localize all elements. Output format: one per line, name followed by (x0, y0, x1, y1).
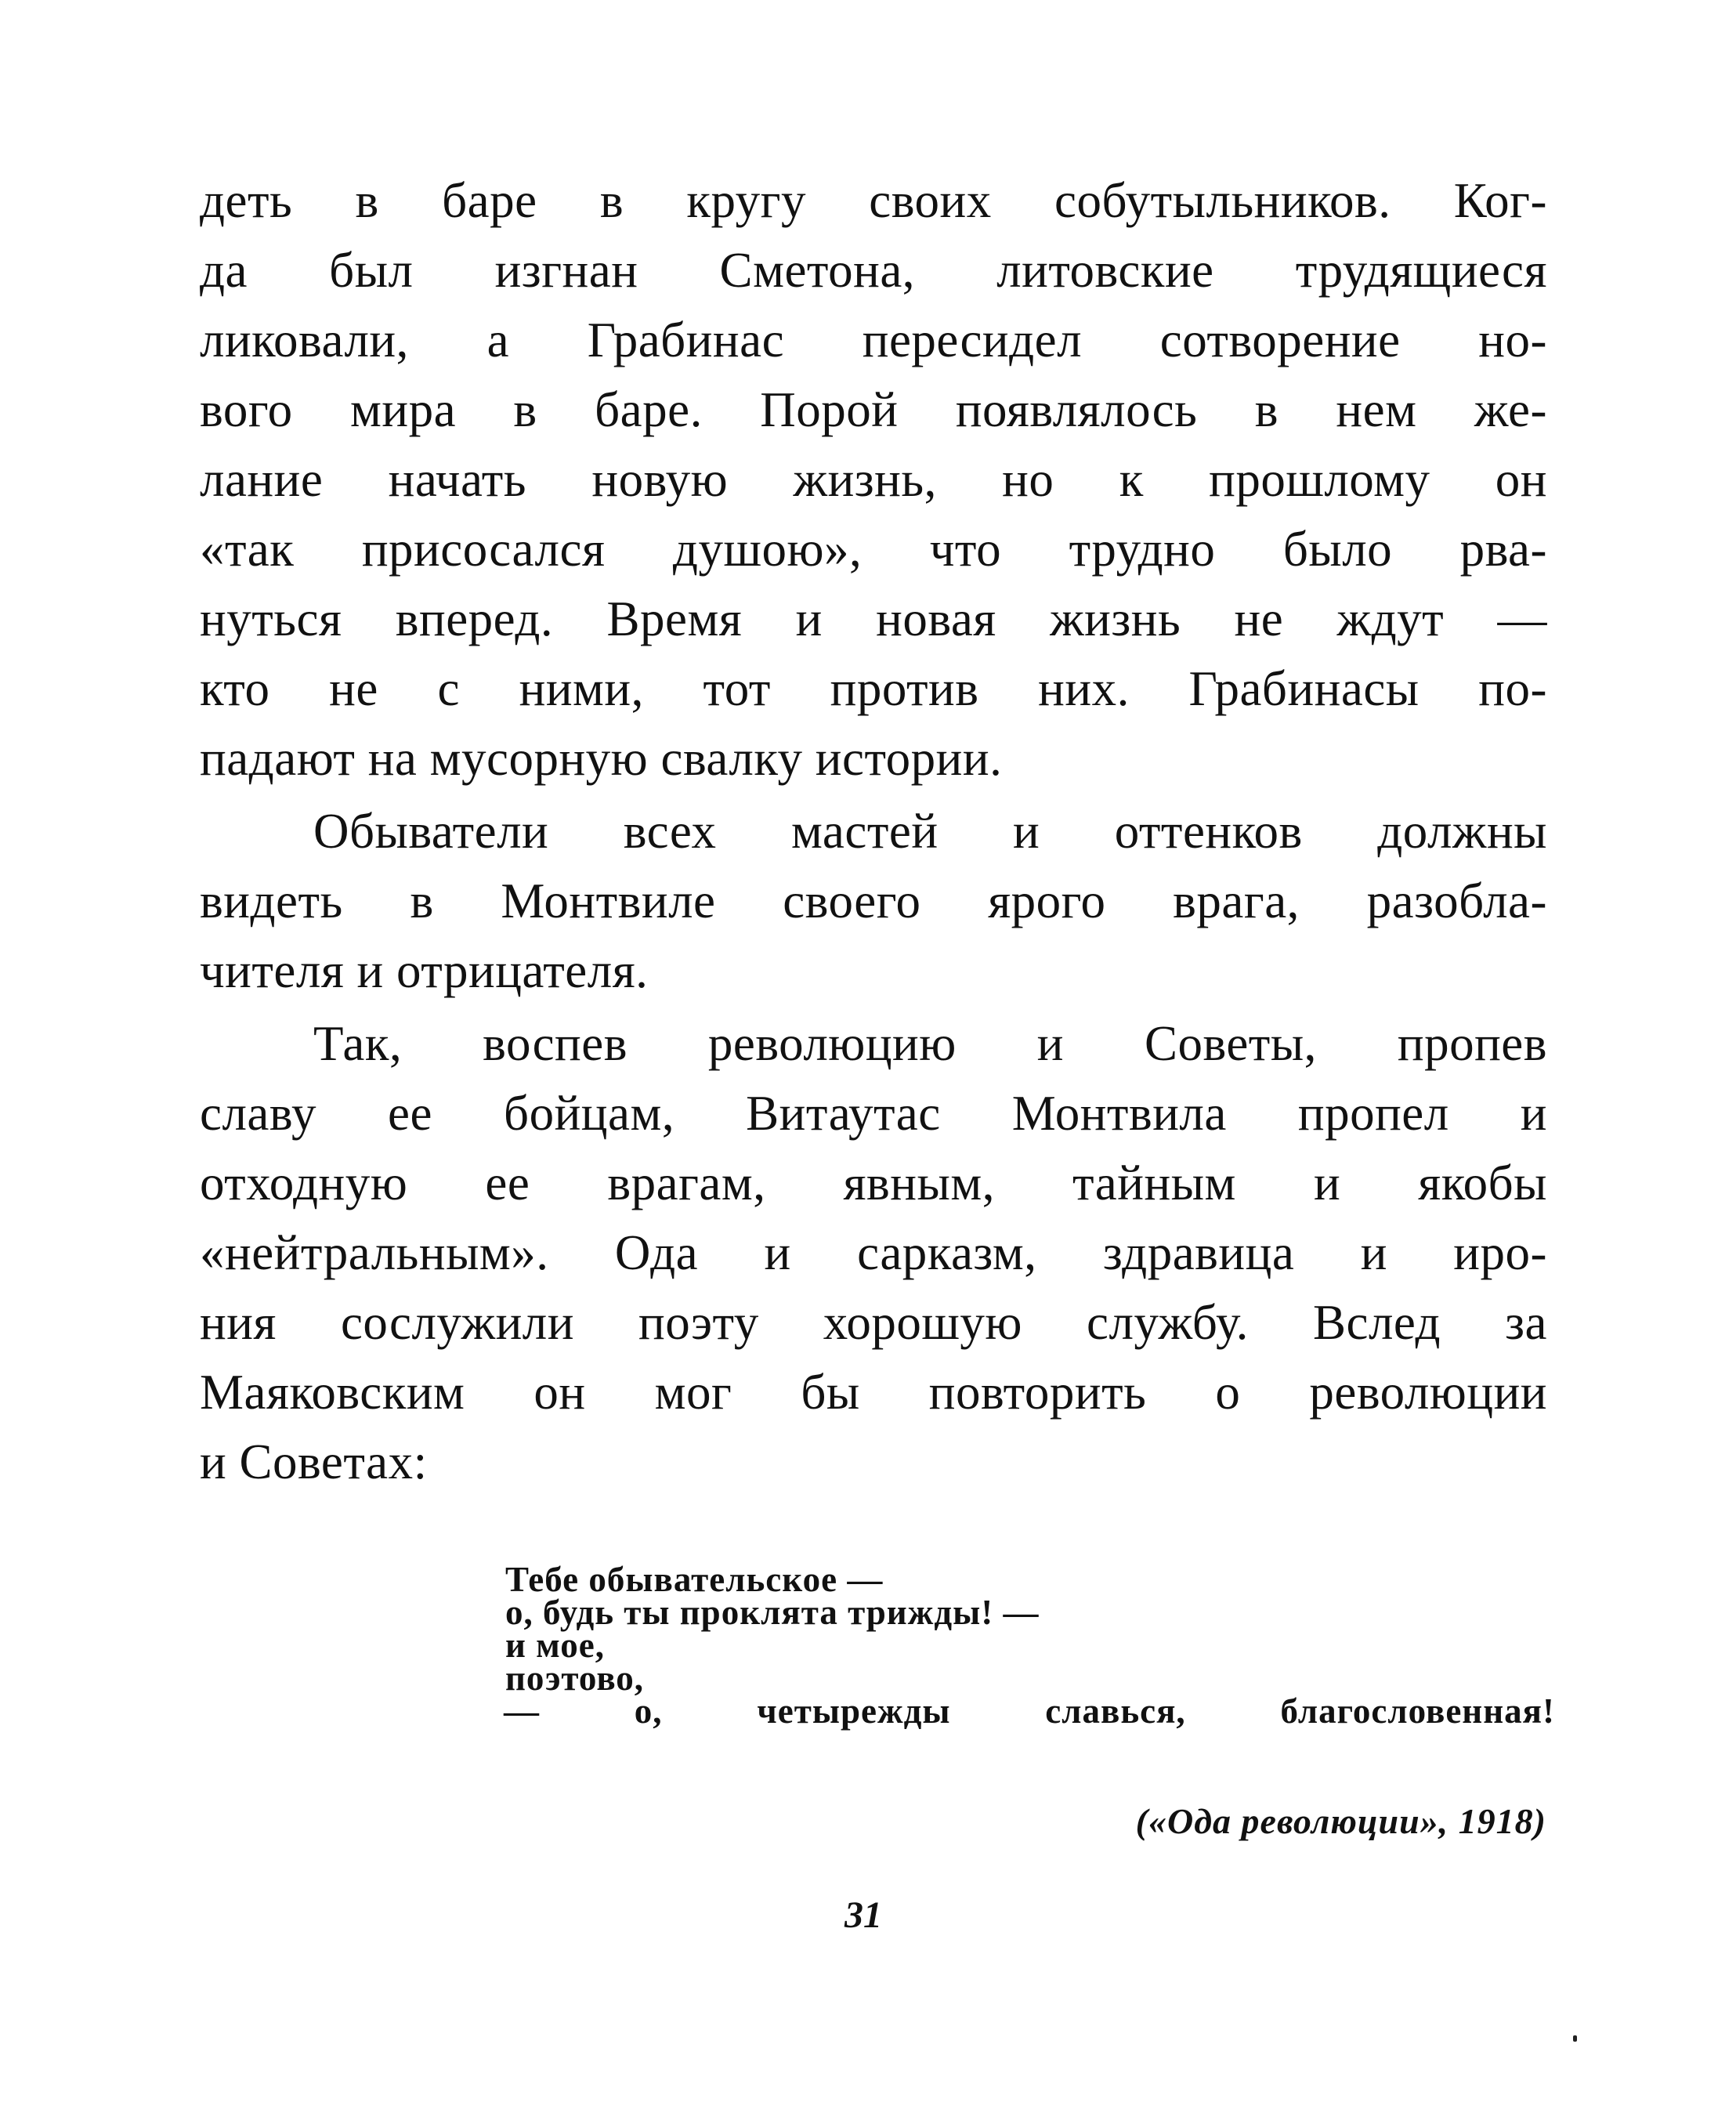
text-line: лание начать новую жизнь, но к прошлому он (200, 452, 1547, 507)
text-line: да был изгнан Сметона, литовские трудящиеся (200, 243, 1547, 298)
text-line: деть в баре в кругу своих собутыльников. Ког- (200, 173, 1547, 228)
verse-line: — о, четырежды славься, благословенная! (504, 1691, 1555, 1731)
text-line: и Советах: (200, 1434, 428, 1489)
paragraph-start-line: Обыватели всех мастей и оттенков должны (313, 804, 1547, 859)
page-number: 31 (844, 1894, 882, 1936)
verse-source: («Ода революции», 1918) (1135, 1801, 1546, 1841)
verse-line: и мое, (505, 1626, 605, 1665)
print-speck (1573, 2035, 1577, 2042)
text-line: кто не с ними, тот против них. Грабинасы по- (200, 661, 1547, 716)
text-line: Маяковским он мог бы повторить о революции (200, 1365, 1547, 1420)
text-line: ния сослужили поэту хорошую службу. Вслед за (200, 1295, 1547, 1350)
text-line: славу ее бойцам, Витаутас Монтвила пропел и (200, 1086, 1547, 1141)
text-line: отходную ее врагам, явным, тайным и якобы (200, 1156, 1547, 1210)
text-line: нуться вперед. Время и новая жизнь не ждут — (200, 592, 1547, 646)
text-line: вого мира в баре. Порой появлялось в нем же- (200, 382, 1547, 437)
paragraph-start-line: Так, воспев революцию и Советы, пропев (313, 1016, 1547, 1071)
verse-line: поэтово, (505, 1659, 645, 1698)
text-line: «так присосался душою», что трудно было рва- (200, 522, 1547, 577)
text-line: ликовали, а Грабинас пересидел сотворение но- (200, 313, 1547, 367)
verse-line: Тебе обывательское — (505, 1560, 884, 1599)
text-line: чителя и отрицателя. (200, 943, 649, 998)
text-line: падают на мусорную свалку истории. (200, 731, 1003, 786)
text-line: видеть в Монтвиле своего ярого врага, разобла- (200, 874, 1547, 928)
prose-text (200, 166, 1547, 1497)
text-line: «нейтральным». Ода и сарказм, здравица и иро- (200, 1225, 1547, 1280)
verse-quote (504, 1560, 1555, 1731)
verse-line: о, будь ты проклята трижды! — (505, 1593, 1040, 1632)
